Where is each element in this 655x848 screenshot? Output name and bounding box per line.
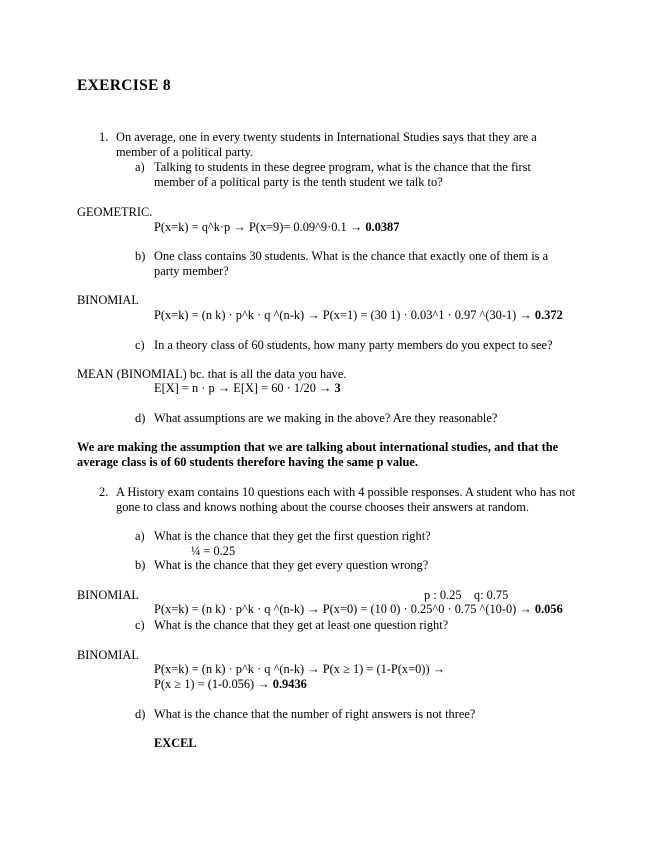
question-2-text: A History exam contains 10 questions each with 4 possible responses. A student who has not gone to class and knows nothing about the course chooses their answers at random.: [116, 485, 576, 514]
q2c-formula-2: P(x ≥ 1) = (1-0.056) →: [154, 677, 273, 691]
q1c-formula: E[X] = n · p → E[X] = 60 · 1/20 →: [154, 381, 335, 395]
question-1-text: On average, one in every twenty students in International Studies says that they are a member of a political party.: [116, 130, 537, 159]
q2c-label: c): [135, 618, 145, 632]
q1c-label: c): [135, 338, 145, 352]
q1b-formula-line: [154, 308, 563, 323]
q2c-method: BINOMIAL: [77, 648, 139, 662]
q1c-answer: 3: [334, 381, 341, 395]
q1b-answer: → 0.372: [519, 308, 563, 322]
q2a-answer: ¼ = 0.25: [191, 544, 236, 558]
q1a-text: Talking to students in these degree program, what is the chance that the first member of a political party is the tenth student we talk to?: [154, 160, 531, 189]
q2c-formula-line-2: [154, 677, 307, 692]
page-title: EXERCISE 8: [77, 77, 171, 94]
q1c-text: In a theory class of 60 students, how many party members do you expect to see?: [154, 338, 553, 352]
q2a-label: a): [135, 529, 145, 543]
q1-conclusion: We are making the assumption that we are talking about international studies, and that the average class is of 60 students therefore having the same p value.: [77, 440, 559, 469]
q1b-label: b): [135, 249, 146, 263]
q2b-formula-line: [154, 602, 563, 617]
q1a-formula: P(x=k) = q^k·p → P(x=9)= 0.09^9·0.1 →: [154, 220, 366, 234]
q1a-formula-line: [154, 220, 399, 235]
q1b-method: BINOMIAL: [77, 293, 139, 307]
q2d-answer: EXCEL: [154, 736, 197, 750]
q1d-text: What assumptions are we making in the above? Are they reasonable?: [154, 411, 498, 425]
q1b-formula: P(x=k) = (n k) · p^k · q ^(n-k) → P(x=1) = (30 1) · 0.03^1 · 0.97 ^(30-1): [154, 308, 520, 322]
question-2-number: 2.: [99, 485, 109, 499]
q2c-formula-1: P(x=k) = (n k) · p^k · q ^(n-k) → P(x ≥ 1) = (1-P(x=0)) →: [154, 662, 446, 676]
q1c-formula-line: [154, 381, 341, 396]
q2b-method: BINOMIAL: [77, 588, 139, 602]
q2d-text: What is the chance that the number of right answers is not three?: [154, 707, 476, 721]
q2b-label: b): [135, 558, 146, 572]
q1c-method: MEAN (BINOMIAL) bc. that is all the data you have.: [77, 367, 347, 381]
q1d-label: d): [135, 411, 146, 425]
q2c-text: What is the chance that they get at least one question right?: [154, 618, 449, 632]
q2d-label: d): [135, 707, 146, 721]
q2b-text: What is the chance that they get every question wrong?: [154, 558, 429, 572]
q1a-answer: 0.0387: [365, 220, 400, 234]
q2c-answer: 0.9436: [272, 677, 307, 691]
q2b-formula: P(x=k) = (n k) · p^k · q ^(n-k) → P(x=0) = (10 0) · 0.25^0 · 0.75 ^(10-0): [154, 602, 520, 616]
question-1-number: 1.: [99, 130, 109, 144]
q1a-label: a): [135, 160, 145, 174]
q1b-text: One class contains 30 students. What is the chance that exactly one of them is a party member?: [154, 249, 549, 278]
q1a-method: GEOMETRIC.: [77, 205, 153, 219]
q2a-text: What is the chance that they get the first question right?: [154, 529, 431, 543]
q2b-answer: → 0.056: [519, 602, 563, 616]
q2b-pq: p : 0.25 q: 0.75: [424, 588, 509, 602]
